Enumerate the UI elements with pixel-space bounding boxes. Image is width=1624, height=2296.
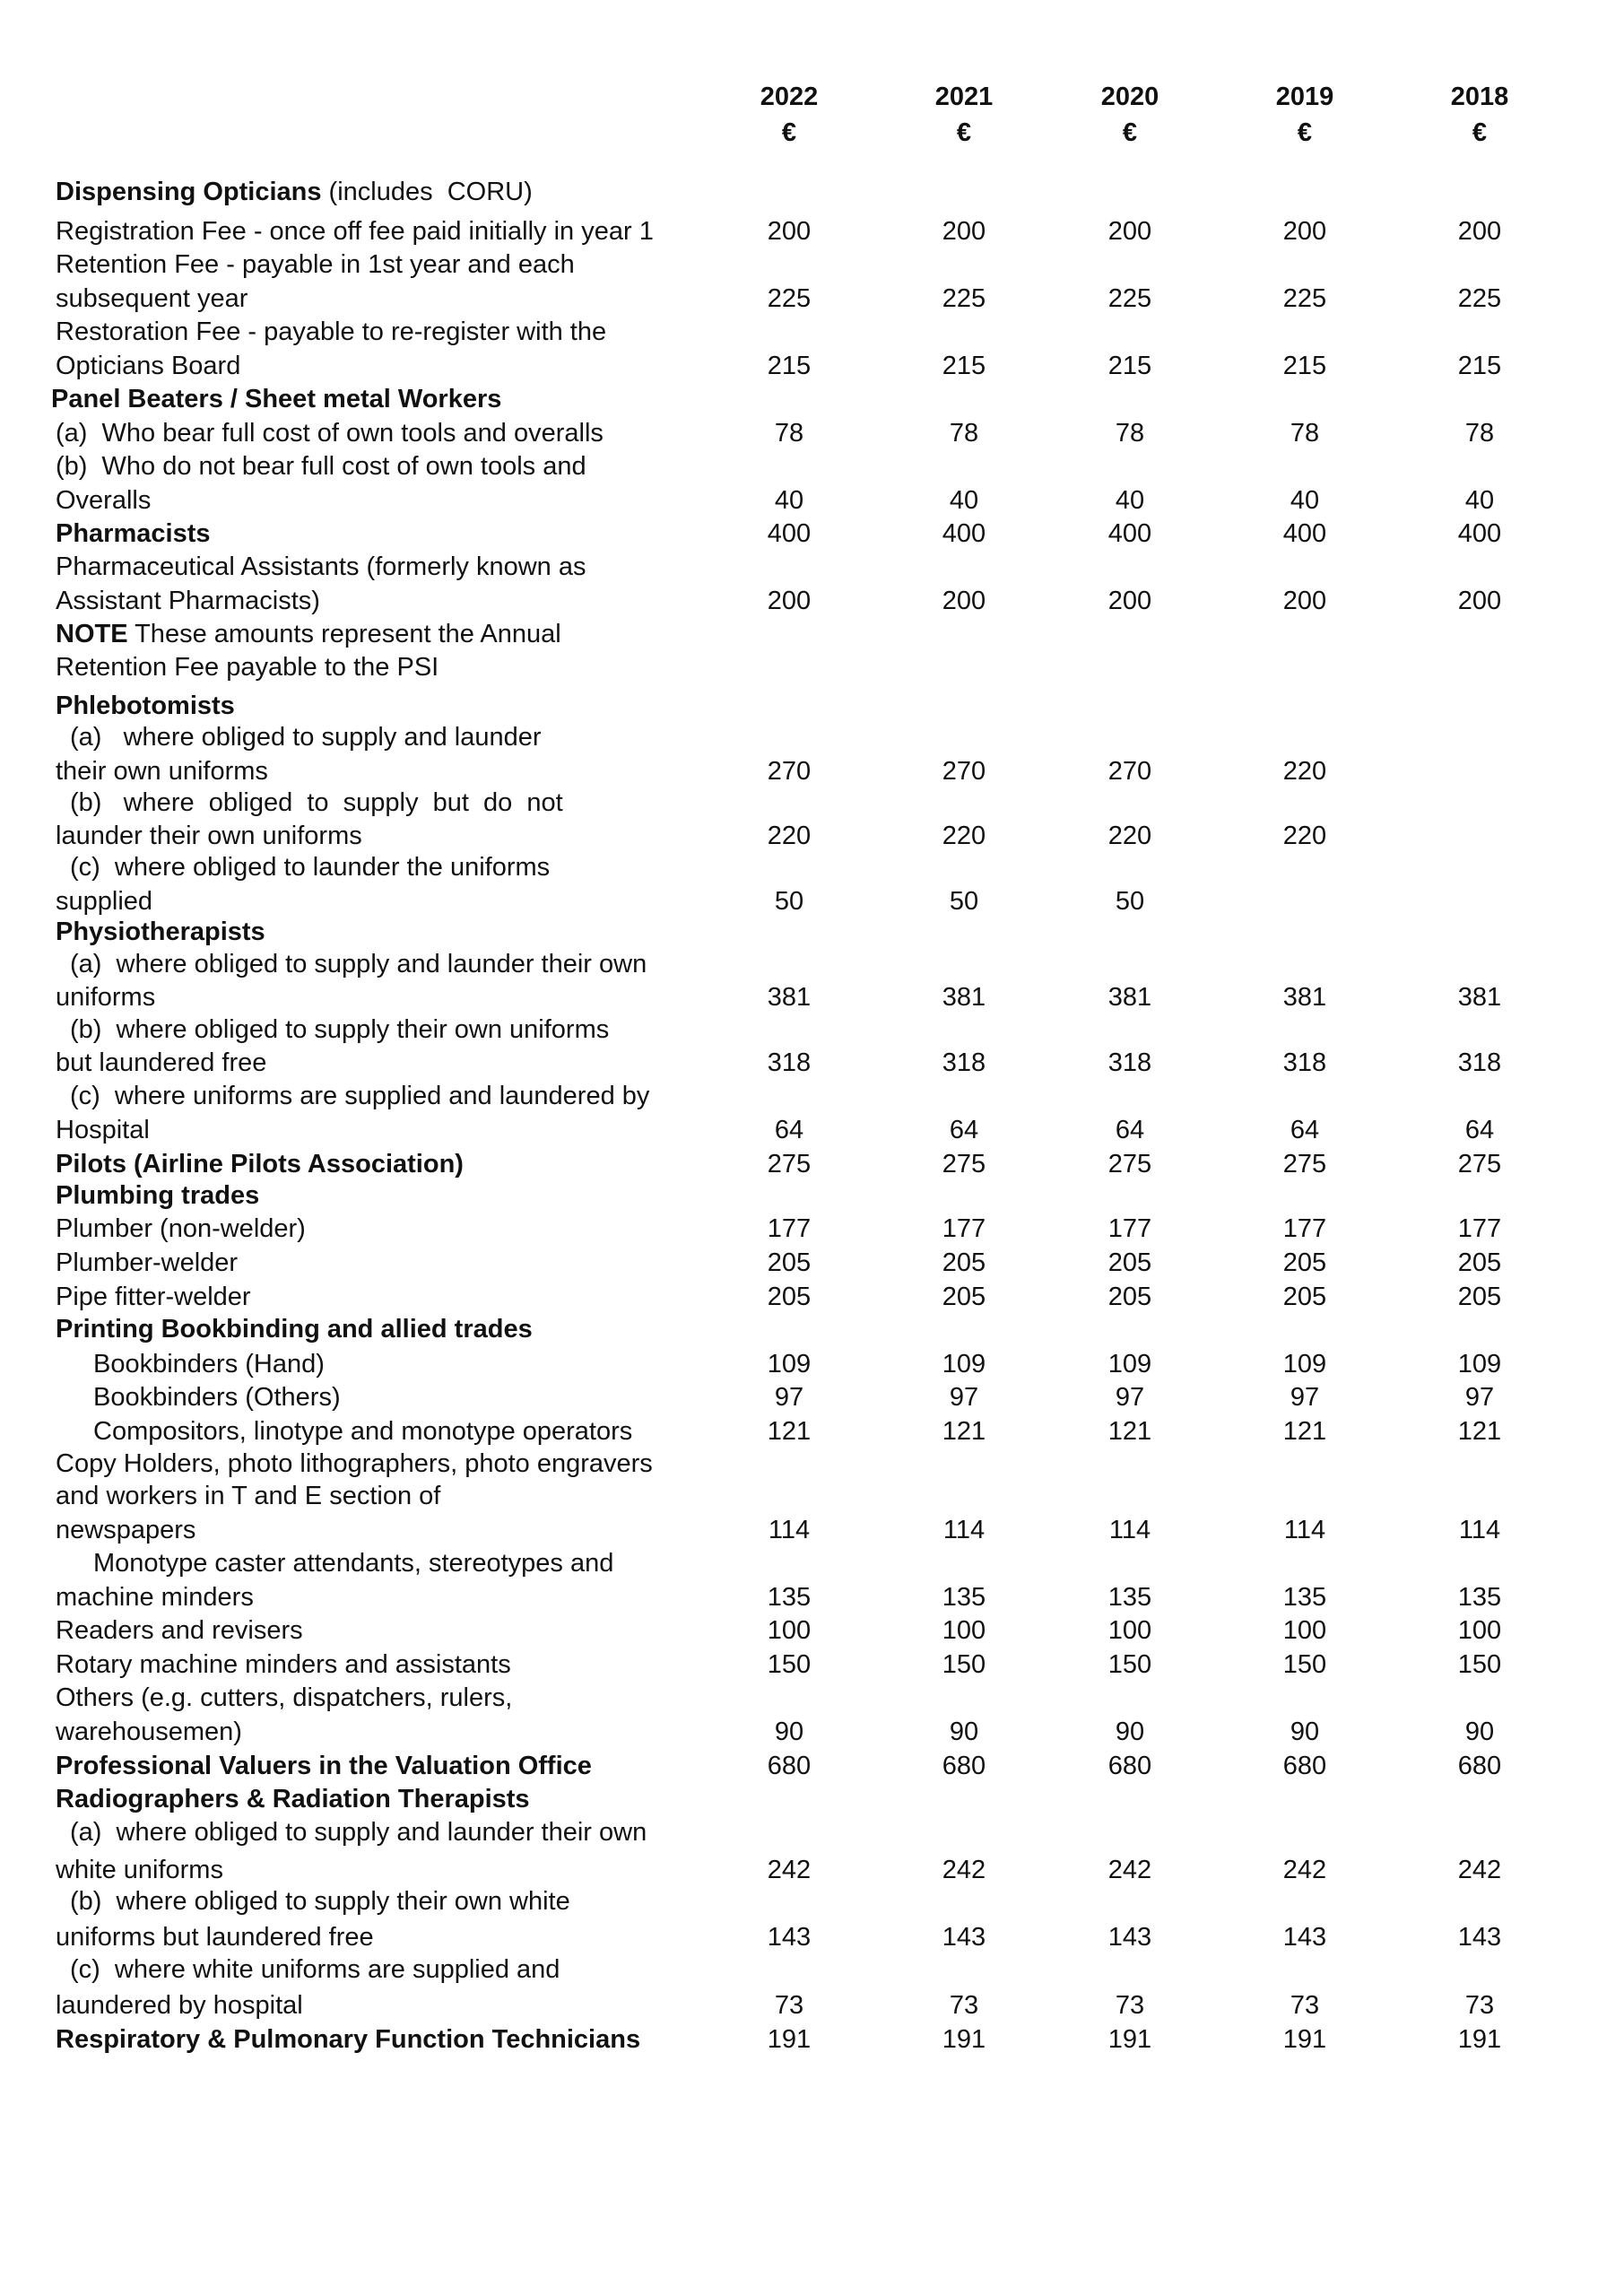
fee-value-2018: 400 xyxy=(1457,519,1502,548)
fee-value-2018: 318 xyxy=(1457,1048,1502,1077)
fee-value-2019: 150 xyxy=(1282,1650,1327,1679)
row-label-part: (includes CORU) xyxy=(321,178,533,206)
table-row xyxy=(0,1414,1624,1448)
currency-symbol: € xyxy=(1297,118,1313,147)
fee-value-2020: 135 xyxy=(1107,1583,1152,1612)
year-header-2022: 2022 xyxy=(760,83,819,111)
fee-value-2018: 90 xyxy=(1464,1718,1495,1746)
row-label: Opticians Board xyxy=(56,352,241,380)
fee-value-2020: 73 xyxy=(1115,1991,1145,2020)
row-label: newspapers xyxy=(56,1516,196,1544)
table-row xyxy=(0,1046,1624,1080)
fee-value-2022: 275 xyxy=(767,1150,812,1178)
row-label: warehousemen) xyxy=(56,1718,242,1746)
fee-value-2020: 381 xyxy=(1107,983,1152,1012)
fee-value-2019: 225 xyxy=(1282,284,1327,313)
row-label: Bookbinders (Others) xyxy=(93,1383,341,1412)
row-label: uniforms xyxy=(56,983,156,1012)
row-label: (a) Who bear full cost of own tools and overalls xyxy=(56,419,604,448)
row-label-part: NOTE xyxy=(56,620,128,648)
fee-value-2021: 225 xyxy=(942,284,986,313)
fee-value-2019: 400 xyxy=(1282,519,1327,548)
fee-value-2019: 205 xyxy=(1282,1248,1327,1277)
fee-value-2018: 177 xyxy=(1457,1214,1502,1243)
row-label: uniforms but laundered free xyxy=(56,1923,374,1952)
table-row xyxy=(0,584,1624,618)
row-label: Overalls xyxy=(56,486,152,515)
table-row xyxy=(0,282,1624,316)
section-heading: Radiographers & Radiation Therapists xyxy=(56,1785,530,1813)
fee-value-2020: 40 xyxy=(1115,486,1145,515)
table-row xyxy=(0,1280,1624,1314)
row-label: but laundered free xyxy=(56,1048,267,1077)
fee-value-2018: 225 xyxy=(1457,284,1502,313)
fee-value-2020: 114 xyxy=(1108,1516,1151,1544)
table-row xyxy=(0,449,1624,483)
year-header-2021: 2021 xyxy=(934,83,994,111)
fee-value-2019: 114 xyxy=(1283,1516,1326,1544)
row-label: Plumber (non-welder) xyxy=(56,1214,306,1243)
table-row xyxy=(0,650,1624,684)
fee-value-2021: 400 xyxy=(942,519,986,548)
table-row xyxy=(0,550,1624,584)
fee-value-2019: 121 xyxy=(1282,1417,1327,1446)
section-heading: Physiotherapists xyxy=(56,918,265,946)
fee-value-2020: 215 xyxy=(1107,352,1152,380)
table-row xyxy=(0,1380,1624,1414)
year-header-2019: 2019 xyxy=(1275,83,1334,111)
table-row xyxy=(0,1312,1624,1346)
row-label: laundered by hospital xyxy=(56,1991,303,2020)
fee-value-2018: 109 xyxy=(1457,1350,1502,1378)
row-label xyxy=(56,617,561,651)
fee-value-2020: 109 xyxy=(1107,1350,1152,1378)
fee-value-2019: 143 xyxy=(1282,1923,1327,1952)
row-label: Restoration Fee - payable to re-register with the xyxy=(56,317,607,346)
fee-value-2020: 200 xyxy=(1107,217,1152,246)
table-row xyxy=(0,214,1624,248)
fee-value-2022: 121 xyxy=(767,1417,812,1446)
table-row xyxy=(0,754,1624,788)
fee-value-2021: 200 xyxy=(942,217,986,246)
table-row xyxy=(0,947,1624,981)
fee-value-2018: 64 xyxy=(1464,1116,1495,1144)
table-row xyxy=(0,1347,1624,1381)
fee-value-2020: 191 xyxy=(1107,2025,1152,2054)
fee-value-2018: 150 xyxy=(1457,1650,1502,1679)
table-row xyxy=(0,2022,1624,2057)
fee-value-2020: 220 xyxy=(1107,822,1152,850)
fee-value-2021: 73 xyxy=(949,1991,979,2020)
row-label: Retention Fee payable to the PSI xyxy=(56,653,439,682)
fee-value-2022: 200 xyxy=(767,587,812,615)
fee-value-2022: 143 xyxy=(767,1923,812,1952)
fee-value-2018: 143 xyxy=(1457,1923,1502,1952)
fee-value-2020: 97 xyxy=(1115,1383,1145,1412)
fee-value-2019: 215 xyxy=(1282,352,1327,380)
fee-value-2022: 73 xyxy=(774,1991,804,2020)
fee-value-2020: 64 xyxy=(1115,1116,1145,1144)
table-row xyxy=(0,1580,1624,1614)
row-label: Compositors, linotype and monotype operators xyxy=(93,1417,633,1446)
fee-value-2018: 680 xyxy=(1457,1752,1502,1780)
fee-value-2019: 381 xyxy=(1282,983,1327,1012)
row-label: Readers and revisers xyxy=(56,1616,303,1645)
fee-value-2020: 680 xyxy=(1107,1752,1152,1780)
section-heading: Phlebotomists xyxy=(56,691,235,720)
fee-value-2022: 114 xyxy=(768,1516,811,1544)
row-label xyxy=(56,175,533,209)
fee-value-2018: 78 xyxy=(1464,419,1495,448)
table-row xyxy=(0,884,1624,918)
fee-value-2020: 270 xyxy=(1107,757,1152,786)
fee-value-2021: 121 xyxy=(942,1417,986,1446)
table-row xyxy=(0,720,1624,754)
table-row xyxy=(0,1884,1624,1918)
fee-value-2022: 109 xyxy=(767,1350,812,1378)
fee-value-2022: 205 xyxy=(767,1248,812,1277)
fee-value-2018: 100 xyxy=(1457,1616,1502,1645)
fee-value-2021: 150 xyxy=(942,1650,986,1679)
fee-value-2022: 680 xyxy=(767,1752,812,1780)
table-row xyxy=(0,517,1624,551)
section-heading: Pilots (Airline Pilots Association) xyxy=(56,1150,464,1178)
fee-value-2019: 205 xyxy=(1282,1283,1327,1311)
table-row xyxy=(0,382,1624,416)
row-label: their own uniforms xyxy=(56,757,268,786)
table-row xyxy=(0,315,1624,349)
fee-value-2018: 200 xyxy=(1457,587,1502,615)
fee-value-2022: 200 xyxy=(767,217,812,246)
fee-value-2022: 381 xyxy=(767,983,812,1012)
currency-symbol: € xyxy=(1472,118,1488,147)
row-label: (b) where obliged to supply but do not xyxy=(70,788,563,817)
fee-value-2020: 225 xyxy=(1107,284,1152,313)
fee-value-2018: 275 xyxy=(1457,1150,1502,1178)
fee-value-2021: 177 xyxy=(942,1214,986,1243)
fee-value-2018: 40 xyxy=(1464,486,1495,515)
fee-value-2020: 50 xyxy=(1115,887,1145,916)
row-label: Retention Fee - payable in 1st year and each xyxy=(56,250,575,279)
fee-value-2022: 100 xyxy=(767,1616,812,1645)
row-label: (b) where obliged to supply their own uniforms xyxy=(70,1015,610,1044)
table-row xyxy=(0,850,1624,884)
table-row xyxy=(0,1988,1624,2022)
fee-value-2021: 90 xyxy=(949,1718,979,1746)
fee-value-2018: 205 xyxy=(1457,1248,1502,1277)
fee-value-2021: 275 xyxy=(942,1150,986,1178)
fee-value-2019: 220 xyxy=(1282,822,1327,850)
table-row xyxy=(0,1715,1624,1749)
fee-value-2020: 100 xyxy=(1107,1616,1152,1645)
fee-value-2021: 205 xyxy=(942,1248,986,1277)
table-row xyxy=(0,1920,1624,1954)
table-row xyxy=(0,1513,1624,1547)
fee-value-2018: 200 xyxy=(1457,217,1502,246)
fee-value-2018: 242 xyxy=(1457,1856,1502,1884)
fee-value-2019: 200 xyxy=(1282,217,1327,246)
row-label: supplied xyxy=(56,887,153,916)
fee-value-2018: 97 xyxy=(1464,1383,1495,1412)
section-heading: Professional Valuers in the Valuation Office xyxy=(56,1752,592,1780)
fee-value-2018: 114 xyxy=(1458,1516,1501,1544)
row-label: Copy Holders, photo lithographers, photo engravers xyxy=(56,1449,653,1478)
fee-value-2018: 121 xyxy=(1457,1417,1502,1446)
fee-value-2019: 90 xyxy=(1290,1718,1320,1746)
fee-value-2021: 270 xyxy=(942,757,986,786)
row-label: Hospital xyxy=(56,1116,150,1144)
table-row xyxy=(0,1648,1624,1682)
fee-value-2020: 205 xyxy=(1107,1248,1152,1277)
row-label: Registration Fee - once off fee paid initially in year 1 xyxy=(56,217,654,246)
fee-value-2020: 400 xyxy=(1107,519,1152,548)
fee-value-2019: 109 xyxy=(1282,1350,1327,1378)
fee-value-2020: 275 xyxy=(1107,1150,1152,1178)
fee-value-2019: 318 xyxy=(1282,1048,1327,1077)
row-label: launder their own uniforms xyxy=(56,822,362,850)
fee-value-2021: 135 xyxy=(942,1583,986,1612)
fee-value-2019: 242 xyxy=(1282,1856,1327,1884)
fee-value-2022: 318 xyxy=(767,1048,812,1077)
fee-value-2022: 78 xyxy=(774,419,804,448)
row-label: Pharmaceutical Assistants (formerly known as xyxy=(56,552,586,581)
fee-value-2022: 50 xyxy=(774,887,804,916)
year-header-2020: 2020 xyxy=(1100,83,1159,111)
fee-value-2021: 318 xyxy=(942,1048,986,1077)
fee-value-2021: 381 xyxy=(942,983,986,1012)
fee-value-2021: 215 xyxy=(942,352,986,380)
table-row xyxy=(0,1479,1624,1513)
row-label-part: These amounts represent the Annual xyxy=(127,620,561,648)
row-label: Rotary machine minders and assistants xyxy=(56,1650,511,1679)
table-row xyxy=(0,819,1624,853)
fee-value-2019: 97 xyxy=(1290,1383,1320,1412)
fee-value-2019: 200 xyxy=(1282,587,1327,615)
fee-value-2019: 64 xyxy=(1290,1116,1320,1144)
fee-value-2022: 177 xyxy=(767,1214,812,1243)
fee-value-2021: 97 xyxy=(949,1383,979,1412)
fee-value-2022: 205 xyxy=(767,1283,812,1311)
row-label: Pipe fitter-welder xyxy=(56,1283,251,1311)
row-label: Bookbinders (Hand) xyxy=(93,1350,325,1378)
row-label: and workers in T and E section of xyxy=(56,1482,441,1510)
fee-value-2018: 191 xyxy=(1457,2025,1502,2054)
fee-value-2018: 215 xyxy=(1457,352,1502,380)
section-heading: Printing Bookbinding and allied trades xyxy=(56,1315,533,1344)
row-label: (a) where obliged to supply and launder their own xyxy=(70,1818,647,1847)
fee-value-2018: 205 xyxy=(1457,1283,1502,1311)
fee-value-2018: 73 xyxy=(1464,1991,1495,2020)
table-row xyxy=(0,1613,1624,1648)
row-label: machine minders xyxy=(56,1583,254,1612)
table-row xyxy=(0,1113,1624,1147)
fee-value-2021: 50 xyxy=(949,887,979,916)
table-row xyxy=(0,248,1624,282)
table-row xyxy=(0,1546,1624,1580)
fee-value-2020: 78 xyxy=(1115,419,1145,448)
fee-value-2021: 680 xyxy=(942,1752,986,1780)
fee-value-2022: 191 xyxy=(767,2025,812,2054)
fee-value-2020: 150 xyxy=(1107,1650,1152,1679)
year-header-2018: 2018 xyxy=(1450,83,1509,111)
fee-value-2021: 143 xyxy=(942,1923,986,1952)
fee-value-2020: 242 xyxy=(1107,1856,1152,1884)
row-label: (a) where obliged to supply and launder xyxy=(70,723,542,752)
table-row xyxy=(0,1782,1624,1816)
fee-value-2021: 114 xyxy=(942,1516,986,1544)
fee-value-2022: 97 xyxy=(774,1383,804,1412)
section-heading: Pharmacists xyxy=(56,519,211,548)
fee-value-2018: 135 xyxy=(1457,1583,1502,1612)
fee-value-2020: 121 xyxy=(1107,1417,1152,1446)
fee-value-2022: 135 xyxy=(767,1583,812,1612)
table-row xyxy=(0,1815,1624,1849)
currency-symbol: € xyxy=(781,118,797,147)
table-row xyxy=(0,1447,1624,1481)
fee-value-2020: 200 xyxy=(1107,587,1152,615)
fee-value-2021: 109 xyxy=(942,1350,986,1378)
fee-value-2022: 215 xyxy=(767,352,812,380)
fee-value-2019: 100 xyxy=(1282,1616,1327,1645)
table-row xyxy=(0,617,1624,651)
table-row xyxy=(0,1952,1624,1987)
fee-value-2020: 205 xyxy=(1107,1283,1152,1311)
fee-value-2019: 78 xyxy=(1290,419,1320,448)
fee-value-2022: 90 xyxy=(774,1718,804,1746)
fee-value-2022: 400 xyxy=(767,519,812,548)
table-row xyxy=(0,915,1624,949)
row-label: Others (e.g. cutters, dispatchers, rulers, xyxy=(56,1683,513,1712)
table-row xyxy=(0,786,1624,820)
table-row xyxy=(0,1013,1624,1047)
row-label: (b) Who do not bear full cost of own tools and xyxy=(56,452,586,481)
table-row xyxy=(0,175,1624,209)
fee-value-2021: 191 xyxy=(942,2025,986,2054)
fee-value-2021: 64 xyxy=(949,1116,979,1144)
fee-value-2021: 220 xyxy=(942,822,986,850)
row-label-part: Dispensing Opticians xyxy=(56,178,322,206)
section-heading: Plumbing trades xyxy=(56,1181,260,1210)
fee-value-2022: 40 xyxy=(774,486,804,515)
table-row xyxy=(0,1246,1624,1280)
row-label: Plumber-welder xyxy=(56,1248,239,1277)
fee-value-2021: 100 xyxy=(942,1616,986,1645)
row-label: (c) where uniforms are supplied and laundered by xyxy=(70,1082,650,1110)
fee-value-2019: 191 xyxy=(1282,2025,1327,2054)
fee-value-2021: 78 xyxy=(949,419,979,448)
row-label: Monotype caster attendants, stereotypes and xyxy=(93,1549,614,1578)
fee-value-2019: 135 xyxy=(1282,1583,1327,1612)
fee-value-2019: 177 xyxy=(1282,1214,1327,1243)
row-label: (c) where obliged to launder the uniforms xyxy=(70,853,551,882)
table-row xyxy=(0,416,1624,450)
fee-value-2019: 275 xyxy=(1282,1150,1327,1178)
table-row xyxy=(0,349,1624,383)
table-row xyxy=(0,1079,1624,1113)
table-row xyxy=(0,1853,1624,1887)
fee-value-2020: 318 xyxy=(1107,1048,1152,1077)
fee-value-2021: 200 xyxy=(942,587,986,615)
row-label: Assistant Pharmacists) xyxy=(56,587,320,615)
fee-value-2019: 40 xyxy=(1290,486,1320,515)
fee-value-2021: 40 xyxy=(949,486,979,515)
row-label: (a) where obliged to supply and launder their own xyxy=(70,950,647,978)
table-row xyxy=(0,1147,1624,1181)
fee-value-2022: 220 xyxy=(767,822,812,850)
table-row xyxy=(0,980,1624,1014)
fee-value-2020: 143 xyxy=(1107,1923,1152,1952)
table-row xyxy=(0,1681,1624,1715)
fee-value-2020: 177 xyxy=(1107,1214,1152,1243)
fee-value-2019: 73 xyxy=(1290,1991,1320,2020)
row-label: white uniforms xyxy=(56,1856,223,1884)
row-label: (b) where obliged to supply their own white xyxy=(70,1887,570,1916)
fee-value-2019: 220 xyxy=(1282,757,1327,786)
table-row xyxy=(0,1212,1624,1246)
table-row xyxy=(0,483,1624,517)
table-row xyxy=(0,1178,1624,1213)
fee-value-2022: 225 xyxy=(767,284,812,313)
fee-value-2022: 64 xyxy=(774,1116,804,1144)
fee-value-2019: 680 xyxy=(1282,1752,1327,1780)
fee-value-2022: 270 xyxy=(767,757,812,786)
section-heading: Panel Beaters / Sheet metal Workers xyxy=(51,385,502,413)
section-heading: Respiratory & Pulmonary Function Technicians xyxy=(56,2025,641,2054)
fee-value-2021: 205 xyxy=(942,1283,986,1311)
currency-symbol: € xyxy=(1122,118,1138,147)
fee-value-2020: 90 xyxy=(1115,1718,1145,1746)
row-label: (c) where white uniforms are supplied and xyxy=(70,1955,560,1984)
table-row xyxy=(0,689,1624,723)
currency-symbol: € xyxy=(956,118,972,147)
fee-value-2018: 381 xyxy=(1457,983,1502,1012)
fee-value-2022: 150 xyxy=(767,1650,812,1679)
fee-value-2021: 242 xyxy=(942,1856,986,1884)
table-row xyxy=(0,1749,1624,1783)
row-label: subsequent year xyxy=(56,284,248,313)
fee-value-2022: 242 xyxy=(767,1856,812,1884)
